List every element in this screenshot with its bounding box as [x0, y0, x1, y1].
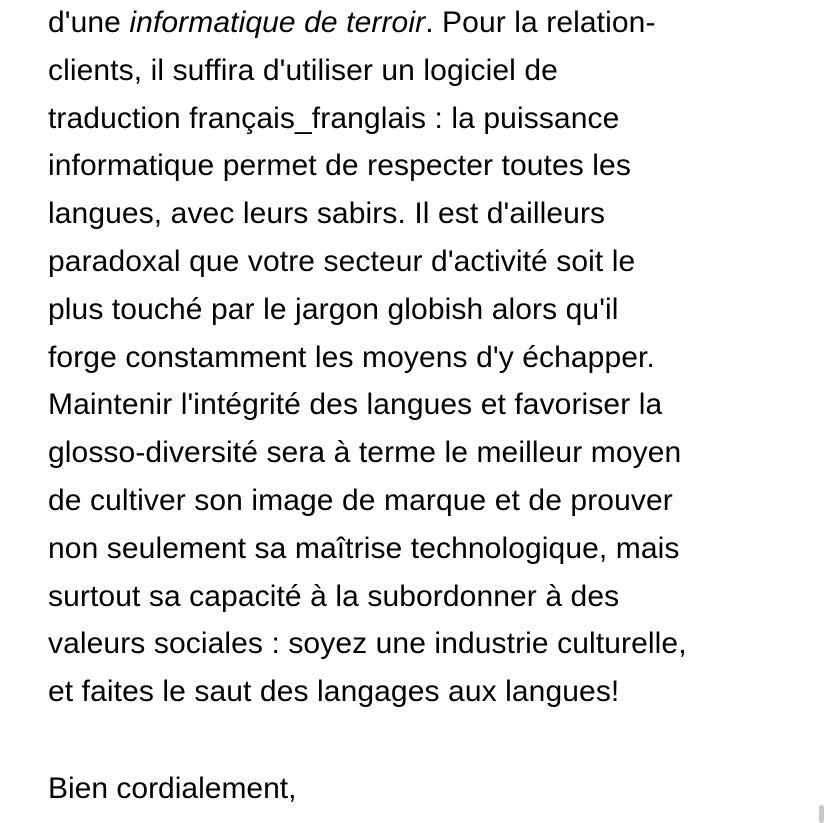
text-line [48, 0, 818, 47]
text-line: traduction français_franglais : la puissance [48, 101, 620, 135]
emphasized-text: informatique de terroir [129, 6, 426, 39]
text-line: paradoxal que votre secteur d'activité soit le [48, 244, 636, 278]
text-segment: . Pour la relation- [425, 6, 656, 39]
text-line: forge constamment les moyens d'y échapper. [48, 340, 655, 374]
text-line: langues, avec leurs sabirs. Il est d'ailleurs [48, 197, 606, 231]
text-line: Maintenir l'intégrité des langues et favoriser la [48, 388, 663, 422]
text-line: clients, il suffira d'utiliser un logiciel de [48, 53, 558, 87]
closing-salutation: Bien cordialement, [48, 772, 297, 805]
message-paragraph [48, 0, 818, 716]
scrollbar-thumb[interactable] [819, 805, 824, 823]
text-segment: d'une [48, 6, 130, 39]
text-line: plus touché par le jargon globish alors qu'il [48, 292, 619, 326]
text-line: surtout sa capacité à la subordonner à des [48, 579, 620, 613]
text-line: valeurs sociales : soyez une industrie culturelle, [48, 627, 687, 661]
text-line: non seulement sa maîtrise technologique, mais [48, 531, 680, 565]
text-line: informatique permet de respecter toutes les [48, 149, 631, 183]
text-line: glosso-diversité sera à terme le meilleur moyen [48, 436, 682, 470]
text-line: et faites le saut des langages aux langues! [48, 675, 620, 709]
text-line: de cultiver son image de marque et de prouver [48, 483, 673, 517]
